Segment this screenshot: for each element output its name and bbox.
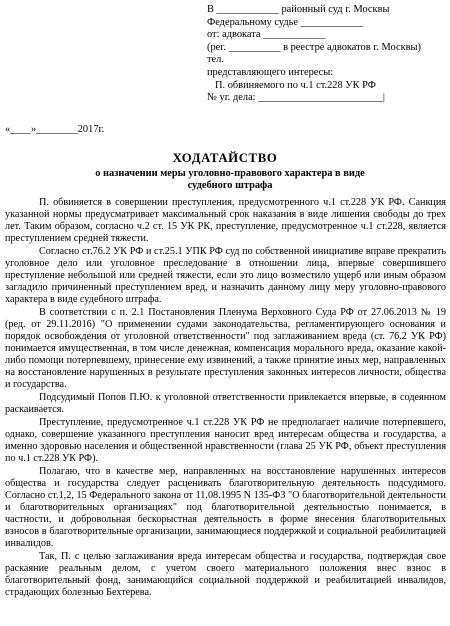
paragraph: Преступление, предусмотренное ч.1 ст.228 УК РФ не предполагает наличие потерпевшего, однако, совершение указанного преступления наносит вред интересам общества и государства, а именно здоровью населения и общественной нравственности (глава 25 УК РФ, объект преступления по ч.1 ст.228 УК РФ). bbox=[5, 417, 446, 465]
paragraph: В соответствии с п. 2.1 Постановления Пленума Верховного Суда РФ от 27.06.2013 № 19 (ред. от 29.11.2016) "О применении судами законодательства, регламентирующего основания и порядок освобождения от уголовной ответственности" под заглаживанием вреда (ст. 76.2 УК РФ) понимается имущественная, в том числе денежная, компенсация морального вреда, оказание какой-либо помощи потерпевшему, принесение ему извинений, а также принятие иных мер, направленных на восстановление нарушенных в результате преступления законных интересов личности, общества и государства. bbox=[5, 307, 446, 390]
court-line: В ____________ районный суд г. Москвы bbox=[207, 4, 390, 15]
accused-line: П. обвиняемого по ч.1 ст.228 УК РФ bbox=[215, 79, 376, 91]
phone-line: тел. bbox=[207, 54, 224, 66]
document-body bbox=[5, 197, 446, 600]
document-title: ХОДАТАЙСТВО bbox=[172, 151, 278, 165]
judge-line: Федеральному судье ____________ bbox=[207, 16, 363, 28]
represents-line: представляющего интересы: bbox=[207, 66, 334, 78]
addressee-block bbox=[207, 4, 447, 105]
advocate-line: от: адвоката ____________ bbox=[207, 29, 326, 41]
case-number-line: № уг. дела: ________________________| bbox=[207, 92, 385, 104]
paragraph: Согласно ст.76.2 УК РФ и ст.25.1 УПК РФ суд по собственной инициативе вправе прекратить уголовное дело или уголовное преследование в отношении лица, впервые совершившего преступление небольшой или средней тяжести, если это лицо возместило ущерб или иным образом загладило причиненный преступлением вред, и назначить данному лицу меру уголовно-правового характера в виде судебного штрафа. bbox=[5, 246, 446, 305]
paragraph: Подсудимый Попов П.Ю. к уголовной ответственности привлекается впервые, в содеянном раскаивается. bbox=[5, 392, 446, 415]
document-subtitle: о назначении меры уголовно-правового характера в виде судебного штрафа bbox=[95, 168, 365, 192]
paragraph: П. обвиняется в совершении преступления, предусмотренного ч.1 ст.228 УК РФ. Санкция указанной нормы предусматривает максимальный срок наказания в виде лишения свободы до трех лет. Таким образом, согласно ч.2 ст. 15 УК РК, преступление, предусмотренное ч.1 ст.228, является преступлением средней тяжести. bbox=[5, 197, 446, 244]
paragraph: Так, П. с целью заглаживания вреда интересам общества и государства, подтверждая свое раскаяние реальным делом, с учетом своего материального положения внес взнос в благотворительный фонд, занимающийся социальной поддержкой и реабилитацией инвалидов, страдающих болезнью Бехтерева. bbox=[5, 551, 446, 598]
registry-line: (рег. __________ в реестре адвокатов г. Москвы) bbox=[207, 41, 421, 53]
document-date: «____»________2017г. bbox=[5, 124, 105, 135]
paragraph: Полагаю, что в качестве мер, направленных на восстановление нарушенных интересов общества и государства следует расценивать благотворительную деятельность подсудимого. Согласно ст.1,2, 15 Федерального закона от 11.08.1995 N 135-ФЗ "О благотворительной деятельности и благотворительных организациях" под благотворительной деятельностью понимается, в частности, и добровольная бескорыстная деятельность в форме внесения благотворительных взносов в благотворительные организации, занимающиеся поддержкой и социальной реабилитацией инвалидов. bbox=[5, 466, 446, 549]
